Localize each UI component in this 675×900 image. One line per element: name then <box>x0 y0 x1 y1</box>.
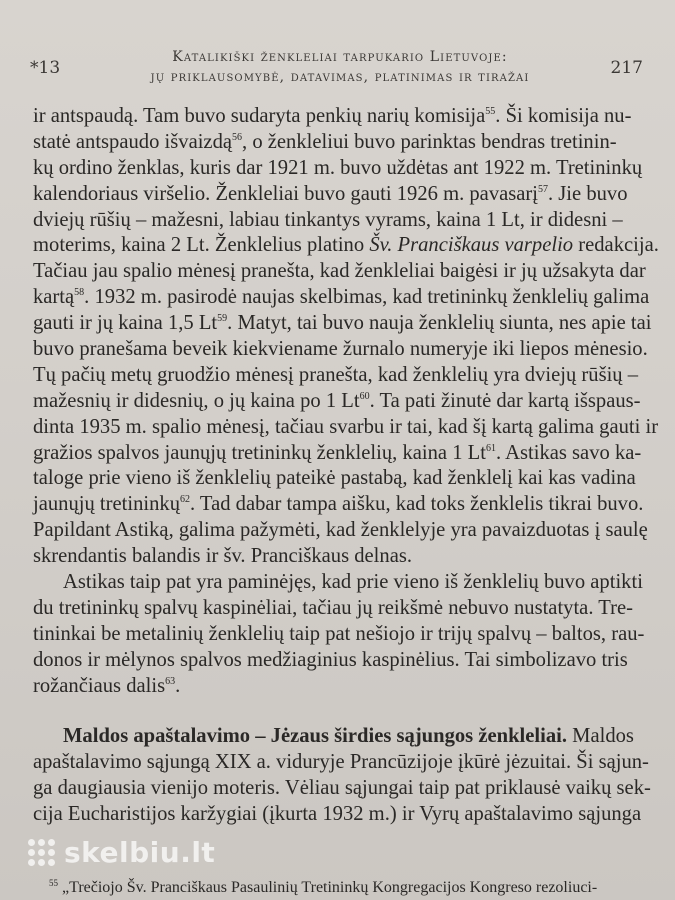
section-heading: Maldos apaštalavimo – Jėzaus širdies sąjungos ženkleliai. <box>63 725 568 748</box>
paragraph-gap <box>33 699 663 724</box>
text-line <box>33 724 663 750</box>
text-line: apaštalavimo sąjungą XIX a. viduryje Prancūzijoje įkūrė jėzuitai. Ši sąjun- <box>33 751 649 774</box>
text-line: Astikas taip pat yra paminėjęs, kad prie vieno iš ženklelių buvo aptikti <box>63 571 643 594</box>
text-line: Tų pačių metų gruodžio mėnesį pranešta, kad ženklelių yra dviejų rūšių – <box>33 363 639 386</box>
footnote-ref: 59 <box>217 313 228 325</box>
text-span: . Jie buvo <box>548 182 628 205</box>
footnote-ref: 57 <box>538 183 548 195</box>
page-number-left: *13 <box>30 58 61 78</box>
text-line <box>33 285 663 311</box>
text-span: . Ši komisija nu- <box>495 105 632 127</box>
text-span: jaunųjų tretininkų <box>33 493 180 516</box>
text-line: buvo pranešama beveik kiekviename žurnalo numeryje iki liepos mėnesio. <box>33 338 648 361</box>
text-line <box>33 311 663 337</box>
footnote-ref: 63 <box>165 675 176 687</box>
text-line: Papildant Astiką, galima pažymėti, kad ženklelyje yra pavaizduotas į saulę <box>33 519 648 542</box>
text-line: cija Eucharistijos karžygiai (įkurta 1932 m.) ir Vyrų apaštalavimo sąjunga <box>33 803 642 826</box>
text-span: . 1932 m. pasirodė naujas skelbimas, kad tretininkų ženklelių galima <box>84 286 650 309</box>
footnote-number: 55 <box>49 878 58 888</box>
text-span: redakcija. <box>573 234 659 257</box>
text-line <box>33 389 663 415</box>
footnote-ref: 56 <box>232 131 243 143</box>
text-span: gauti ir jų kaina 1,5 Lt <box>33 312 218 335</box>
text-line: dviejų rūšių – mažesni, labiau tinkantys vyrams, kaina 1 Lt, ir didesni – <box>33 208 623 231</box>
text-span: . Matyt, tai buvo nauja ženklelių siunta, nes apie tai <box>227 312 652 335</box>
watermark <box>28 836 215 869</box>
text-line <box>33 492 663 518</box>
text-line: donos ir mėlynos spalvos medžiaginius kaspinėlius. Tai simbolizavo tris <box>33 648 628 671</box>
text-line: kų ordino ženklas, kuris dar 1921 m. buvo uždėtas ant 1922 m. Tretininkų <box>33 156 643 179</box>
text-line: du tretininkų spalvų kaspinėliai, tačiau jų reikšmė nebuvo nustatyta. Tre- <box>33 596 633 619</box>
text-span: gražios spalvos jaunųjų tretininkų ženklelių, kaina 1 Lt <box>33 441 486 464</box>
body-text <box>33 104 663 828</box>
footnote-ref: 60 <box>359 390 370 402</box>
text-line <box>33 130 663 156</box>
footnote-ref: 55 <box>485 106 496 117</box>
footnote-ref: 62 <box>180 494 190 506</box>
text-line <box>33 182 663 208</box>
watermark-text: skelbiu.lt <box>64 836 216 869</box>
text-line: Tačiau jau spalio mėnesį pranešta, kad ženkleliai baigėsi ir jų užsakyta dar <box>33 260 646 283</box>
text-span: kalendoriaus viršelio. Ženkleliai buvo gauti 1926 m. pavasarį <box>33 182 538 205</box>
footnote <box>49 878 669 897</box>
text-span: . <box>175 674 181 697</box>
text-span: , o ženkleliui buvo parinktas bendras tretinin- <box>242 130 617 153</box>
footnote-ref: 61 <box>485 442 496 454</box>
text-line: skrendantis balandis ir šv. Pranciškaus delnas. <box>33 545 413 568</box>
header-title-line-1: Katalikiški ženkleliai tarpukario Lietuvoje: <box>172 49 508 65</box>
text-span: kartą <box>33 286 75 309</box>
watermark-dots-icon <box>28 839 55 866</box>
text-span: . Ta pati žinutė dar kartą išspaus- <box>369 389 641 412</box>
footnote-ref: 58 <box>74 287 85 299</box>
text-span: mažesnių ir didesnių, o jų kaina po 1 Lt <box>33 389 360 412</box>
footnote-text: „Trečiojo Šv. Pranciškaus Pasaulinių Tretininkų Kongregacijos Kongreso rezoliuci- <box>58 879 598 896</box>
text-span: statė antspaudo išvaizdą <box>33 130 233 153</box>
italic-title: Šv. Pranciškaus varpelio <box>369 234 574 257</box>
page-number-right: 217 <box>610 58 643 78</box>
text-span: . Tad dabar tampa aišku, kad toks ženklelis tikrai buvo. <box>190 493 644 516</box>
text-line <box>33 104 663 130</box>
text-line: tininkai be metalinių ženklelių taip pat nešiojo ir trijų spalvų – baltos, rau- <box>33 622 645 645</box>
text-span: rožančiaus dalis <box>33 674 166 697</box>
text-span: moterims, kaina 2 Lt. Ženklelius platino <box>33 234 370 257</box>
text-span: ir antspaudą. Tam buvo sudaryta penkių narių komisija <box>33 105 486 127</box>
text-line: ga daugiausia vienijo moteris. Vėliau sąjungai taip pat priklausė vaikų sek- <box>33 777 651 800</box>
text-line <box>33 674 663 700</box>
text-line <box>33 233 663 259</box>
text-line: dinta 1935 m. spalio mėnesį, tačiau svarbu ir tai, kad šį kartą galima gauti ir <box>33 415 659 438</box>
text-line <box>33 441 663 467</box>
running-header <box>110 47 570 87</box>
text-line: taloge prie vieno iš ženklelių pateikė pastabą, kad ženklelį kai kas vadina <box>33 467 636 490</box>
text-span: . Astikas savo ka- <box>495 441 642 464</box>
header-title-line-2: jų priklausomybė, datavimas, platinimas ir tiražai <box>150 69 530 85</box>
text-span: Maldos <box>567 725 634 748</box>
